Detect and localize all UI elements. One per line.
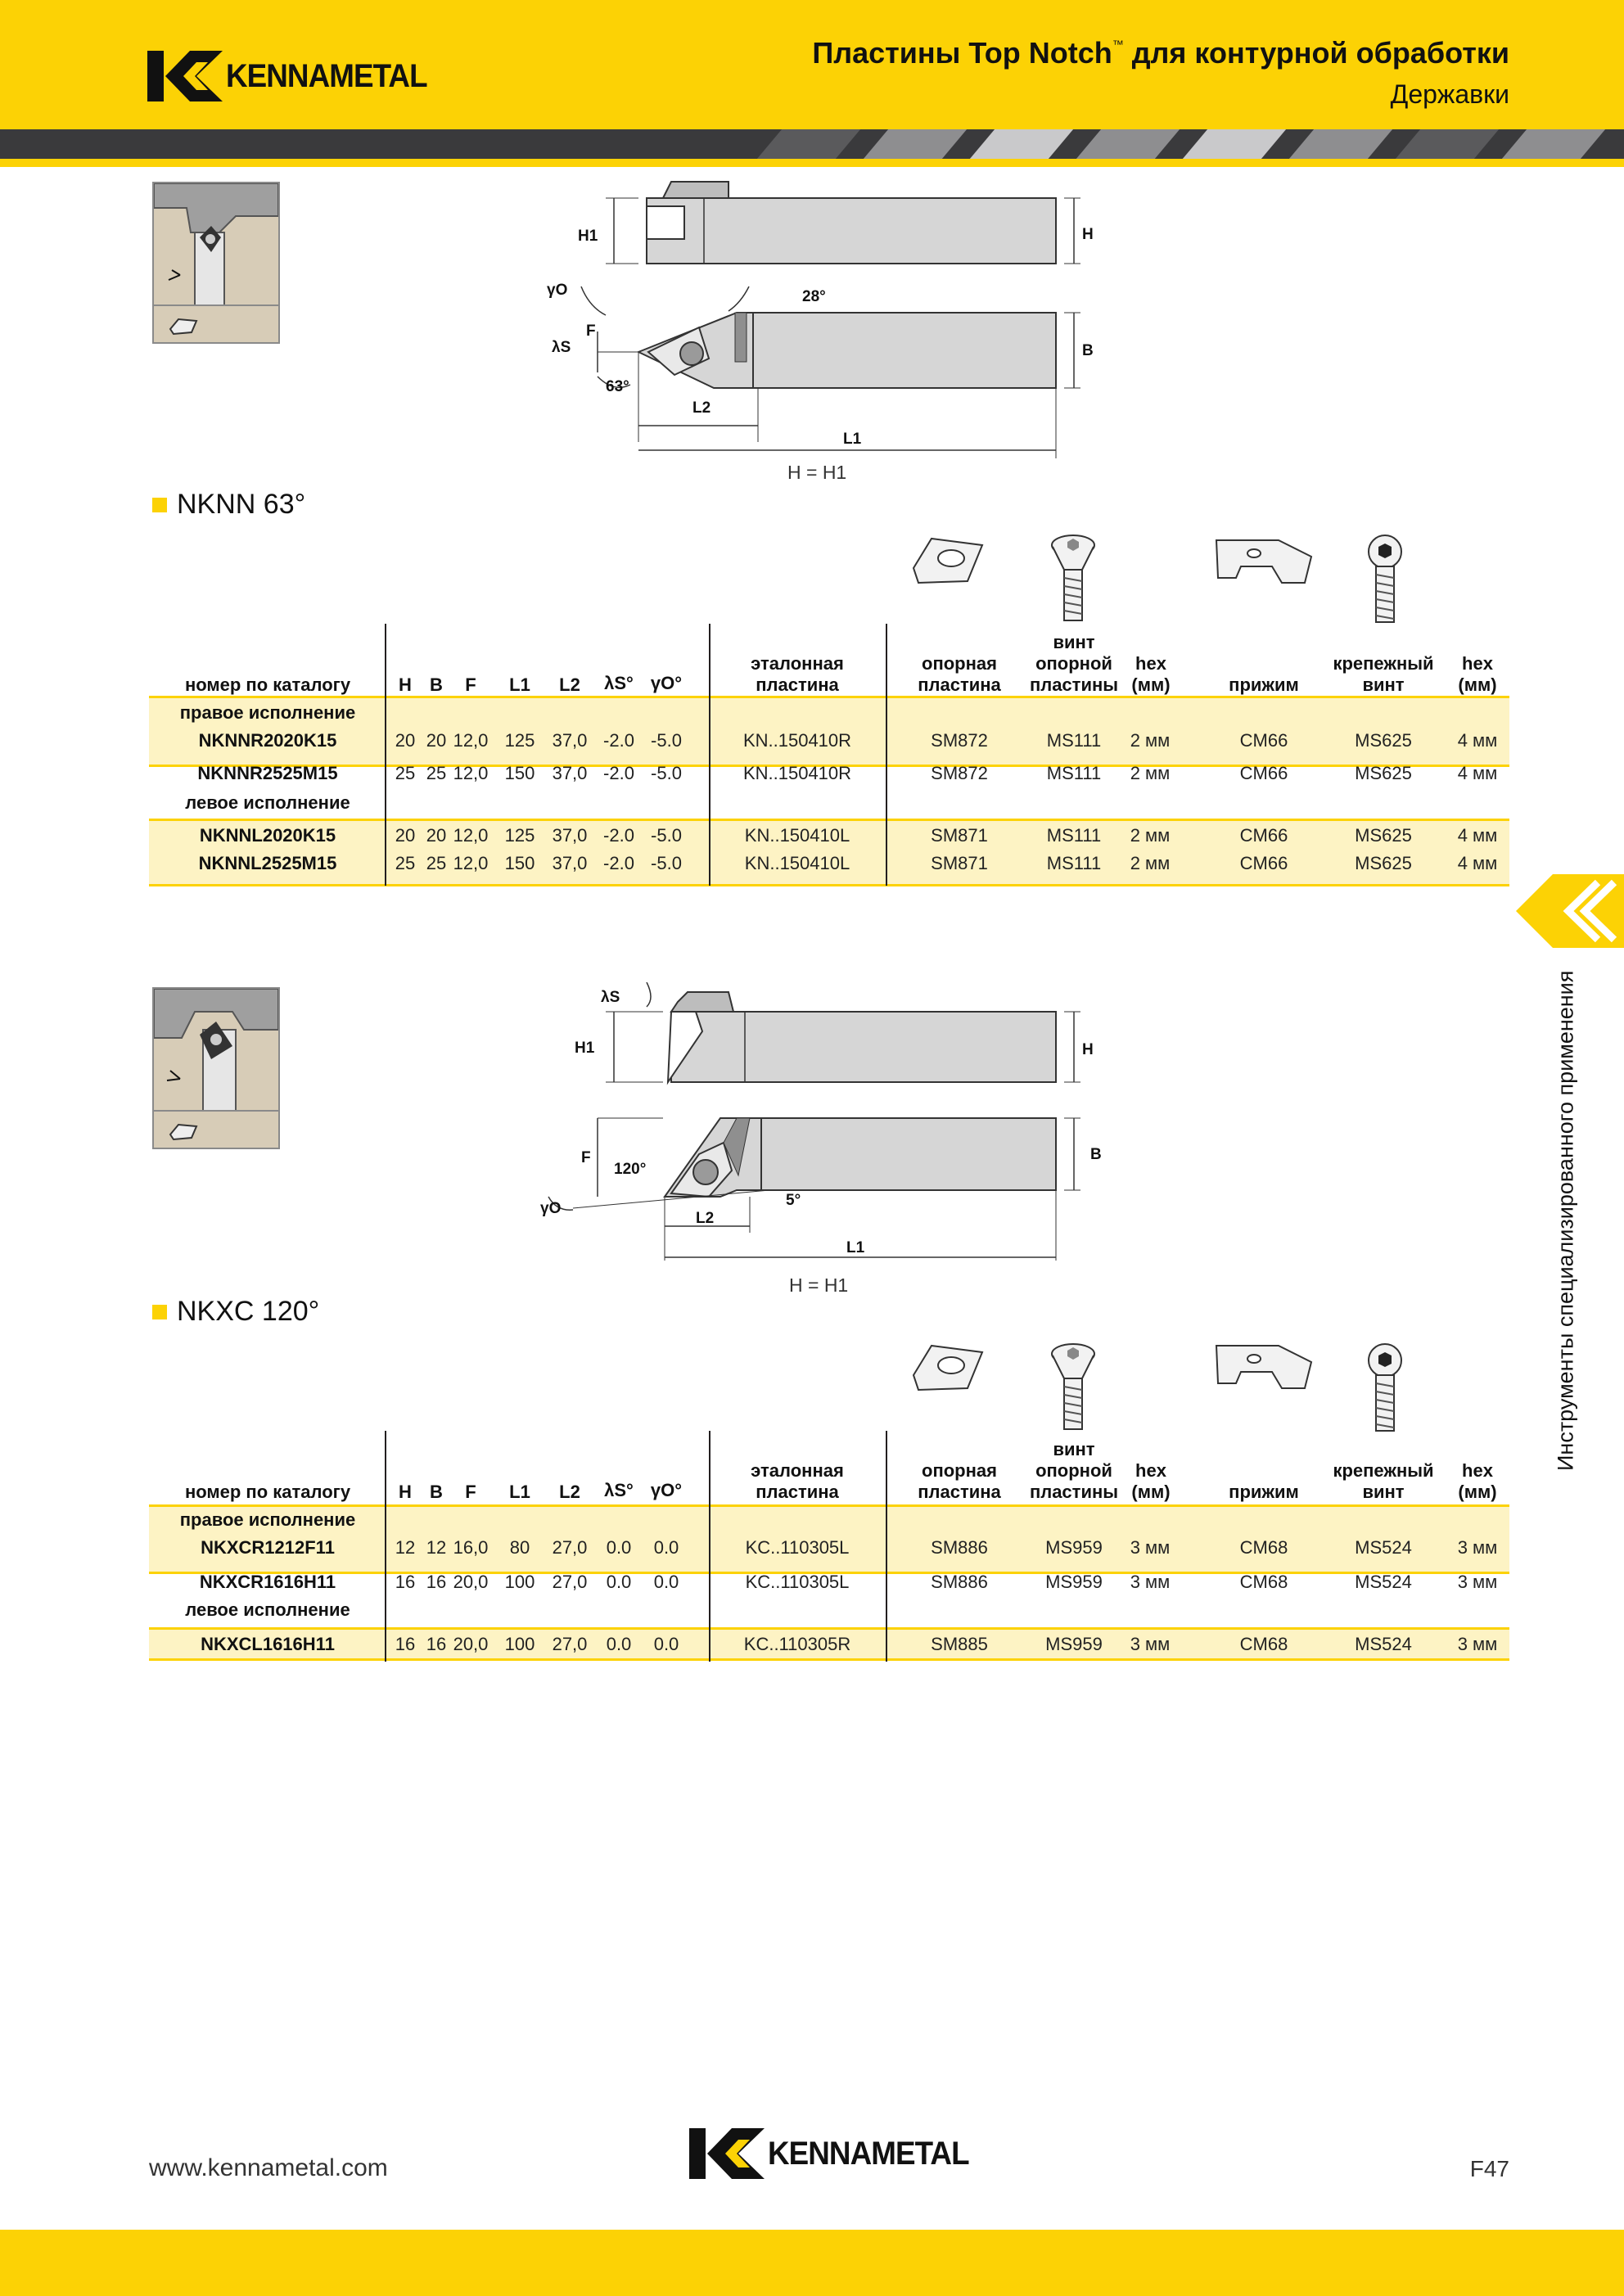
header-underline [0,159,1624,167]
col-header-l2: L2 [559,1482,580,1502]
left-hand-label: левое исполнение [185,792,350,813]
yellow-square-bullet [152,1305,167,1319]
drawing-caption-2: H = H1 [789,1274,849,1296]
col-header-ref-insert: эталонная пластина [751,1460,844,1502]
shim-screw-icon [1049,1342,1097,1432]
col-header-catalog: номер по каталогу [184,1482,351,1502]
svg-text:λS: λS [601,989,620,1006]
col-header-clamp-screw: крепежный винт [1333,1460,1434,1502]
svg-text:B: B [1090,1146,1102,1163]
page-subtitle: Державки [1390,79,1509,109]
kennametal-logo [689,2128,986,2179]
insert-icon [154,1112,278,1148]
table-rule [149,884,1509,886]
col-header-h: H [399,674,412,695]
col-header-l1: L1 [509,1482,530,1502]
svg-text:F: F [581,1149,591,1166]
col-header-hex2: hex (мм) [1458,653,1497,695]
svg-text:L2: L2 [692,399,711,417]
svg-text:H: H [1082,1041,1094,1058]
side-section-label: Инструменты специализированного применения [1553,970,1578,1471]
section-title-nkxc: NKXC 120° [152,1296,319,1328]
footer-yellow-bar [0,2230,1624,2296]
svg-text:L1: L1 [843,431,862,448]
col-header-shim: опорная пластина [918,653,1001,695]
col-header-shim-screw: винт опорной пластины [1029,1439,1119,1502]
column-divider [709,1431,710,1662]
shim-icon [910,1341,986,1395]
clamp-icon [1213,1342,1315,1392]
website-link[interactable]: www.kennametal.com [149,2154,388,2181]
drawing-caption-1: H = H1 [787,462,847,483]
right-hand-label: правое исполнение [179,1509,356,1530]
col-header-catalog: номер по каталогу [184,674,351,695]
svg-text:H: H [1082,226,1094,243]
kennametal-wordmark: KENNAMETAL [226,57,427,94]
col-header-go: γO° [650,1480,683,1500]
col-header-clamp-screw: крепежный винт [1333,653,1434,695]
svg-text:γO: γO [547,282,568,299]
table-rule [149,1627,1509,1630]
page-title: Пластины Top Notch™ для контурной обработки [812,36,1509,70]
yellow-square-bullet [152,498,167,512]
side-chevron-tab [1516,874,1624,948]
col-header-f: F [465,674,476,695]
col-header-clamp: прижим [1229,1482,1299,1502]
table-rule [149,696,1509,698]
application-thumbnail [152,987,280,1149]
nknn-technical-drawing [524,172,1113,491]
svg-text:γO: γO [540,1200,562,1217]
kennametal-logo-mark [689,2128,765,2179]
header-stripe [0,129,1624,159]
table-rule [149,1658,1509,1661]
svg-text:28°: 28° [802,288,826,305]
svg-text:L2: L2 [696,1210,715,1227]
kennametal-wordmark: KENNAMETAL [768,2135,969,2172]
section-title-nknn: NKNN 63° [152,489,305,521]
svg-text:H1: H1 [575,1040,595,1057]
column-divider [886,1431,887,1662]
col-header-h: H [399,1482,412,1502]
svg-text:L1: L1 [846,1239,865,1256]
svg-text:63°: 63° [606,378,629,395]
kennametal-logo-mark [147,51,223,101]
clamp-screw-icon [1362,534,1408,625]
col-header-go: γO° [650,673,683,693]
nkxc-technical-drawing [524,982,1113,1285]
col-header-ls: λS° [604,1480,634,1500]
col-header-ls: λS° [604,673,634,693]
page-number: F47 [1469,2156,1509,2181]
page-header [0,0,1624,129]
col-header-shim: опорная пластина [918,1460,1001,1502]
table-rule [149,819,1509,821]
col-header-b: B [430,674,443,695]
col-header-f: F [465,1482,476,1502]
right-hand-label: правое исполнение [179,702,356,723]
column-divider [709,624,710,886]
col-header-hex1: hex (мм) [1131,653,1171,695]
svg-text:λS: λS [552,339,571,356]
insert-icon [154,306,278,342]
kennametal-logo [147,51,444,101]
column-divider [385,624,386,886]
workpiece-profile-icon [154,183,278,306]
col-header-hex1: hex (мм) [1131,1460,1171,1502]
svg-text:H1: H1 [578,228,598,245]
col-header-l2: L2 [559,674,580,695]
clamp-icon [1213,537,1315,586]
col-header-shim-screw: винт опорной пластины [1029,632,1119,695]
svg-text:120°: 120° [614,1161,647,1178]
shim-icon [910,534,986,588]
column-divider [886,624,887,886]
application-thumbnail [152,182,280,344]
shim-screw-icon [1049,534,1097,624]
col-header-clamp: прижим [1229,674,1299,695]
clamp-screw-icon [1362,1342,1408,1434]
col-header-l1: L1 [509,674,530,695]
col-header-hex2: hex (мм) [1458,1460,1497,1502]
col-header-b: B [430,1482,443,1502]
table-rule [149,1504,1509,1507]
svg-text:B: B [1082,342,1094,359]
svg-text:5°: 5° [786,1192,801,1209]
nknn-spec-table: номер по каталогу H B F L1 L2 λS° γO° эталонная пластина опорная пластина винт опорной пластины hex (мм) прижим крепежный винт hex (мм) правое исполнение NKNNR2020K15 20 20 12,0 125 37,0 -2.0 -5.0 KN..150410R SM872 MS111 2 мм CM66 MS625 4 мм NKNNR2525M15 25 25 12,0 150 37,0 -2.0 -5.0 KN..150410R SM872 MS111 2 мм CM66 MS625 4 мм левое исполнение NKNNL2020K15 20 20 12,0 125 37,0 -2.0 -5.0 KN..150410L SM871 MS111 2 мм CM66 MS625 4 мм NKNNL2525M15 25 25 12,0 150 37,0 -2.0 -5.0 KN..150410L SM871 MS111 2 мм CM66 MS625 4 мм [149,624,1509,887]
workpiece-profile-icon [154,989,278,1112]
left-hand-label: левое исполнение [185,1599,350,1620]
col-header-ref-insert: эталонная пластина [751,653,844,695]
nkxc-spec-table: номер по каталогу H B F L1 L2 λS° γO° эталонная пластина опорная пластина винт опорной пластины hex (мм) прижим крепежный винт hex (мм) правое исполнение NKXCR1212F11 12 12 16,0 80 27,0 0.0 0.0 KC..110305L SM886 MS959 3 мм CM68 MS524 3 мм NKXCR1616H11 16 16 20,0 100 27,0 0.0 0.0 KC..110305L SM886 MS959 3 мм CM68 MS524 3 мм левое исполнение NKXCL1616H11 16 16 20,0 100 27,0 0.0 0.0 KC..110305R SM885 MS959 3 мм CM68 MS524 3 мм [149,1431,1509,1663]
svg-text:F: F [586,323,596,340]
